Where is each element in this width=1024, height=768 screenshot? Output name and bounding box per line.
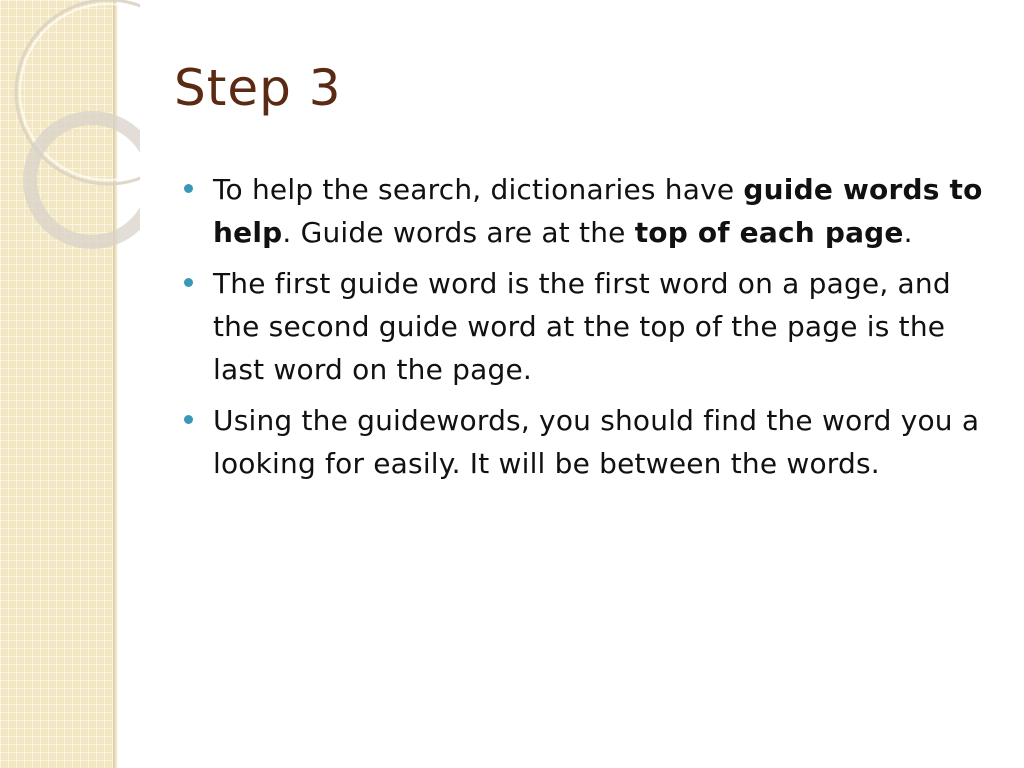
bullet-dot-icon	[184, 415, 193, 424]
bullet-dot-icon	[184, 278, 193, 287]
bullet-text-part: .	[903, 216, 913, 249]
decorative-rings-icon	[0, 0, 140, 260]
bullet-dot-icon	[184, 184, 193, 193]
bullet-item	[184, 168, 984, 254]
bullet-text-part: To help the search, dictionaries have	[213, 173, 744, 206]
bullet-text-bold: guide words to help	[213, 173, 983, 249]
bullet-text-bold: top of each page	[634, 216, 904, 249]
bullet-text: Using the guidewords, you should find the word you a looking for easily. It will be between the words.	[213, 404, 980, 480]
bullet-text-part: . Guide words are at the	[282, 216, 635, 249]
slide-title: Step 3	[174, 59, 342, 117]
bullet-item	[184, 262, 984, 391]
bullet-item	[184, 399, 984, 485]
bullet-text	[213, 173, 983, 249]
bullet-list	[184, 168, 984, 493]
bullet-text: The first guide word is the first word on a page, and the second guide word at the top of the page is the last word on the page.	[213, 267, 951, 386]
